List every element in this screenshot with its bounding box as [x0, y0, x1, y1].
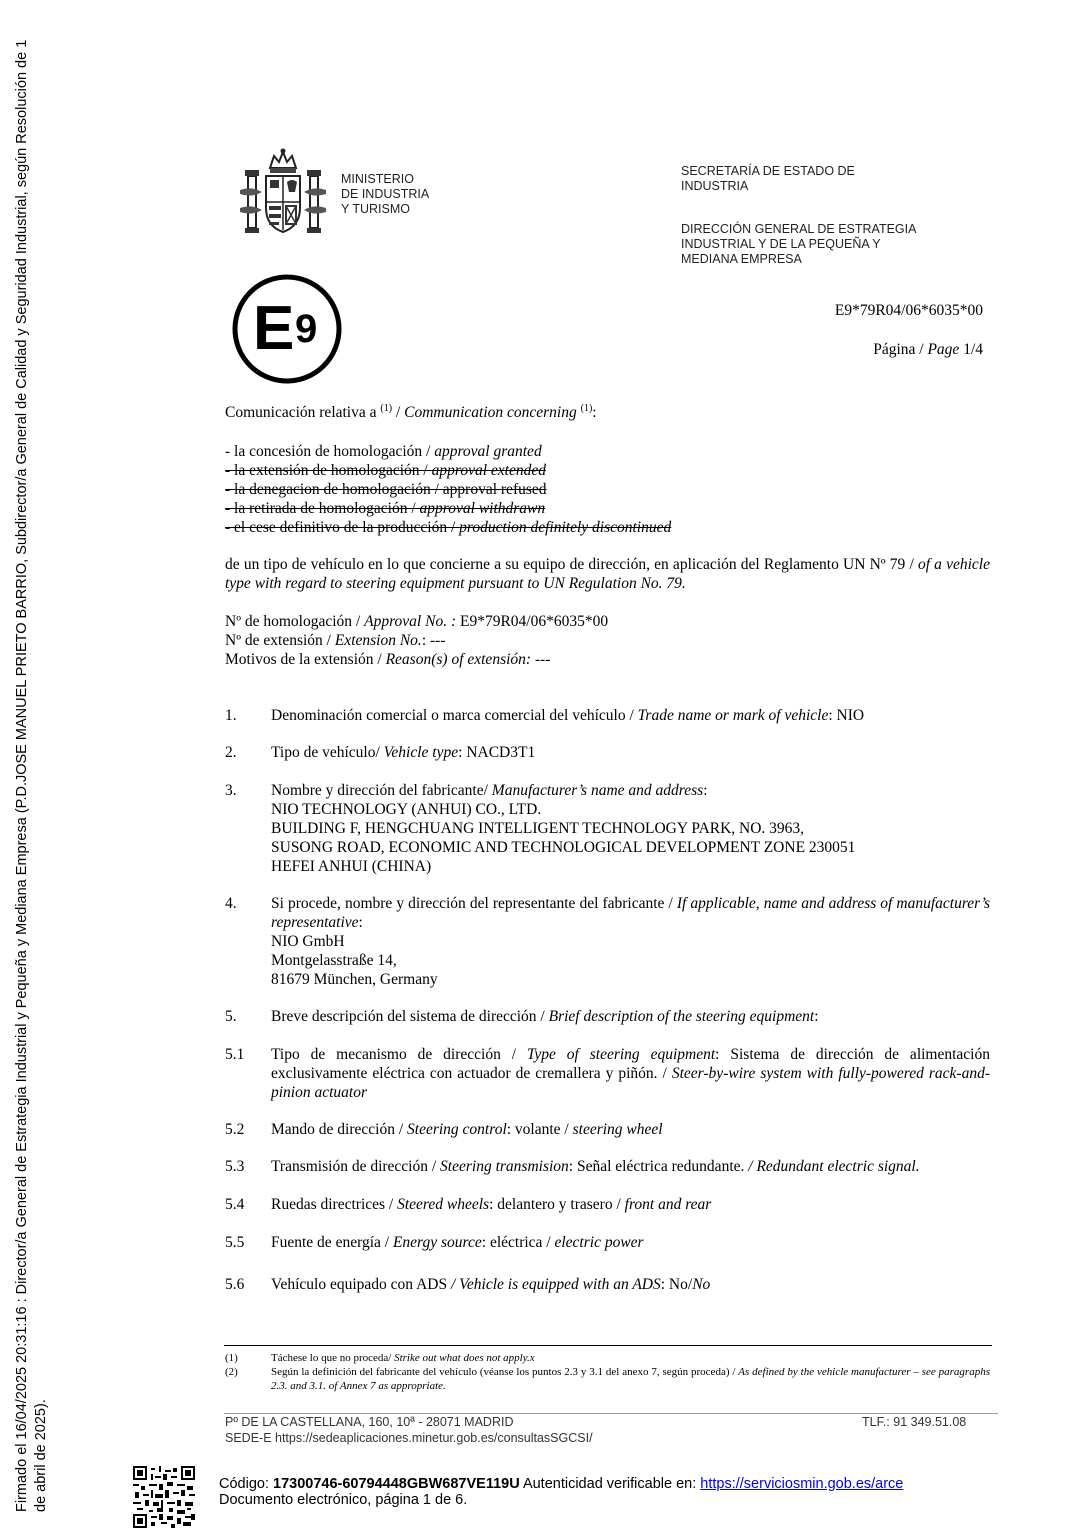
- signature-line-1: Firmado el 16/04/2025 20:31:16 : Director/a General de Estrategia Industrial y Pequeña y Mediana Empresa (P.D.JOSE MANUEL PRIETO BARRIO, Subdirector/a General de Calidad y Seguridad Industrial, según Resolución de 1: [14, 39, 30, 1512]
- item-value: :: [358, 914, 363, 931]
- item-en: Trade name or mark of vehicle: [637, 707, 829, 724]
- item-en: Steering transmision: [440, 1158, 569, 1175]
- representative-street: Montgelasstraße 14,: [271, 952, 397, 969]
- approval-block: [225, 612, 608, 669]
- subject-es: de un tipo de vehículo en lo que concierne a su equipo de dirección, en aplicación del Reglamento UN Nº 79 /: [225, 556, 918, 573]
- item-number: 2.: [225, 744, 237, 761]
- item-en: Manufacturer’s name and address: [491, 782, 704, 799]
- option-en: production definitely discontinued: [459, 519, 672, 536]
- item-number: 4.: [225, 895, 237, 912]
- coat-of-arms-icon: [234, 146, 332, 238]
- approval-number: [225, 612, 608, 631]
- item-text: [271, 1233, 990, 1252]
- footer-address: Pº DE LA CASTELLANA, 160, 10ª - 28071 MADRID: [225, 1415, 514, 1429]
- signature-margin: [0, 0, 60, 1530]
- comm-sup-2: (1): [580, 402, 593, 414]
- manufacturer-address-3: HEFEI ANHUI (CHINA): [271, 858, 432, 875]
- item-text: [271, 706, 990, 725]
- item-es: Transmisión de dirección /: [271, 1158, 441, 1175]
- comm-en: Communication concerning: [404, 404, 581, 421]
- footnote-en: Strike out what does not apply.x: [394, 1352, 535, 1364]
- extension-reason: [225, 650, 608, 669]
- e9-approval-mark: [231, 273, 343, 385]
- direccion-line-3: MEDIANA EMPRESA: [681, 252, 802, 266]
- representative-city: 81679 München, Germany: [271, 971, 438, 988]
- item-es: Tipo de vehículo/: [271, 744, 384, 761]
- page-number: 1/4: [959, 341, 983, 358]
- item-value: : eléctrica /: [481, 1234, 555, 1251]
- ext-val: : ---: [421, 632, 446, 649]
- item-number: 3.: [225, 782, 237, 799]
- option-es: - la denegacion de homologación /: [225, 481, 443, 498]
- reason-es: Motivos de la extensión /: [225, 651, 386, 668]
- page-label-en: Page: [927, 341, 960, 358]
- item-text: [271, 1195, 990, 1214]
- item-number: 5.1: [225, 1046, 245, 1063]
- ministry-line-1: MINISTERIO: [341, 172, 414, 186]
- item-text: [271, 1157, 990, 1176]
- approval-no-en: Approval No. :: [364, 613, 457, 630]
- electronic-document-note: Documento electrónico, página 1 de 6.: [219, 1492, 468, 1508]
- item-number: 5.2: [225, 1121, 245, 1138]
- comm-end: :: [592, 404, 597, 421]
- item-value: : Señal eléctrica redundante.: [568, 1158, 749, 1175]
- verify-text: Autenticidad verificable en:: [519, 1476, 701, 1492]
- item-value: :: [703, 782, 708, 799]
- item-en: Energy source: [392, 1234, 482, 1251]
- item-en: Steering control: [407, 1121, 507, 1138]
- option-es: - la extensión de homologación /: [225, 462, 432, 479]
- option-en: approval granted: [434, 443, 542, 460]
- secretaria-line-2: INDUSTRIA: [681, 179, 749, 193]
- manufacturer-address-1: BUILDING F, HENGCHUANG INTELLIGENT TECHNOLOGY PARK, NO. 3963,: [271, 820, 805, 837]
- comm-sup-1: (1): [380, 402, 393, 414]
- direccion-line-2: INDUSTRIAL Y DE LA PEQUEÑA Y: [681, 237, 881, 251]
- code-label: Código:: [219, 1476, 274, 1492]
- reason-en: Reason(s) of extensión:: [385, 651, 532, 668]
- item-en: Brief description of the steering equipment: [548, 1008, 815, 1025]
- item-es: Mando de dirección /: [271, 1121, 408, 1138]
- footnote-text: [271, 1365, 990, 1393]
- item-number: 5.6: [225, 1276, 245, 1293]
- communication-heading: Comunicación relativa a $^{(1)}$ / Communication concerning $^{(1)}$:: [225, 402, 597, 421]
- qr-code-icon: [133, 1466, 195, 1528]
- page-indicator: [873, 340, 983, 359]
- option-discontinued: [225, 518, 671, 537]
- subject-en: of a vehicle type with regard to steering equipment pursuant to UN Regulation No. 79.: [225, 556, 990, 592]
- item-text: [271, 781, 990, 876]
- page-label-es: Página /: [873, 341, 928, 358]
- item-number: 5.3: [225, 1158, 245, 1175]
- reference-number: E9*79R04/06*6035*00: [834, 302, 983, 319]
- item-en: Type of steering equipment: [526, 1046, 716, 1063]
- verification-line: [219, 1476, 903, 1492]
- manufacturer-name: NIO TECHNOLOGY (ANHUI) CO., LTD.: [271, 801, 542, 818]
- ministry-line-3: Y TURISMO: [341, 202, 410, 216]
- footer-sede: SEDE-E https://sedeaplicaciones.minetur.gob.es/consultasSGCSI/: [225, 1431, 593, 1445]
- footnote-es: Según la definición del fabricante del vehículo (véanse los puntos 2.3 y 3.1 del anexo 7, según proceda) /: [271, 1366, 739, 1378]
- item-number: 5.4: [225, 1196, 245, 1213]
- item-value: :: [814, 1008, 819, 1025]
- ministry-line-2: DE INDUSTRIA: [341, 187, 430, 201]
- option-en: approval extended: [431, 462, 546, 479]
- footnote-en: As defined by the vehicle manufacturer – see paragraphs 2.3. and 3.1. of Annex 7 as appropriate.: [271, 1366, 990, 1392]
- item-number: 1.: [225, 707, 237, 724]
- footnote-text: [271, 1351, 535, 1365]
- item-text: [271, 1120, 990, 1139]
- footer-phone: TLF.: 91 349.51.08: [862, 1415, 967, 1429]
- item-en: / Vehicle is equipped with an ADS: [450, 1276, 661, 1293]
- signature-line-2: de abril de 2025).: [33, 1399, 49, 1512]
- option-es: - la retirada de homologación /: [225, 500, 420, 517]
- emblem-number: 9: [295, 307, 318, 351]
- approval-no-val: E9*79R04/06*6035*00: [456, 613, 609, 630]
- secretaria-name: [681, 164, 855, 194]
- item-es: Fuente de energía /: [271, 1234, 393, 1251]
- item-value-en: steering wheel: [572, 1121, 663, 1138]
- item-en: Steered wheels: [397, 1196, 490, 1213]
- item-text: [271, 1007, 990, 1026]
- item-es: Tipo de mecanismo de dirección /: [271, 1046, 527, 1063]
- item-value: : NACD3T1: [458, 744, 536, 761]
- item-es: Nombre y dirección del fabricante/: [271, 782, 492, 799]
- option-granted: [225, 442, 671, 461]
- option-es: - el cese definitivo de la producción /: [225, 519, 460, 536]
- footnote-number: (2): [225, 1366, 238, 1378]
- manufacturer-address-2: SUSONG ROAD, ECONOMIC AND TECHNOLOGICAL DEVELOPMENT ZONE 230051: [271, 839, 856, 856]
- option-es: - la concesión de homologación /: [225, 443, 435, 460]
- item-value-en: No: [692, 1276, 711, 1293]
- ext-es: Nº de extensión /: [225, 632, 335, 649]
- option-refused: [225, 480, 671, 499]
- option-extended: [225, 461, 671, 480]
- item-es: Denominación comercial o marca comercial del vehículo /: [271, 707, 638, 724]
- verification-link[interactable]: https://serviciosmin.gob.es/arce: [700, 1476, 904, 1492]
- item-number: 5.: [225, 1008, 237, 1025]
- item-value-en: / Redundant electric signal.: [748, 1158, 920, 1175]
- item-number: 5.5: [225, 1234, 245, 1251]
- item-es: Ruedas directrices /: [271, 1196, 398, 1213]
- item-value: : delantero y trasero /: [489, 1196, 625, 1213]
- secretaria-line-1: SECRETARÍA DE ESTADO DE: [681, 164, 855, 178]
- verification-code: 17300746-60794448GBW687VE119U: [273, 1476, 520, 1492]
- ext-en: Extension No.: [334, 632, 422, 649]
- item-value: : NIO: [828, 707, 865, 724]
- option-withdrawn: [225, 499, 671, 518]
- option-en: approval withdrawn: [419, 500, 546, 517]
- item-en: If applicable, name and address of manufacturer’s representative: [271, 895, 990, 931]
- emblem-letter: E: [253, 294, 295, 363]
- representative-name: NIO GmbH: [271, 933, 345, 950]
- item-value: : No/: [660, 1276, 693, 1293]
- options-list: [225, 442, 671, 537]
- item-text: [271, 894, 990, 989]
- item-es: Si procede, nombre y dirección del representante del fabricante /: [271, 895, 677, 912]
- item-es: Vehículo equipado con ADS: [271, 1276, 451, 1293]
- item-value: : Sistema de dirección de alimentación exclusivamente eléctrica con actuador de cremallera y piñón. /: [271, 1046, 990, 1082]
- direccion-line-1: DIRECCIÓN GENERAL DE ESTRATEGIA: [681, 222, 917, 236]
- item-value: : volante /: [506, 1121, 573, 1138]
- ministry-name: [341, 172, 429, 217]
- footnote-divider: [224, 1345, 992, 1346]
- item-es: Breve descripción del sistema de dirección /: [271, 1008, 549, 1025]
- footnote-es: Táchese lo que no proceda/: [271, 1352, 395, 1364]
- item-heading: [271, 894, 990, 932]
- item-en: Vehicle type: [383, 744, 459, 761]
- reason-val: ---: [531, 651, 551, 668]
- item-text: [271, 1275, 990, 1294]
- item-value-en: electric power: [554, 1234, 644, 1251]
- item-text: [271, 743, 990, 762]
- item-value-en: Steer-by-wire system with fully-powered rack-and-pinion actuator: [271, 1065, 990, 1101]
- direccion-name: [681, 222, 916, 267]
- approval-no-es: Nº de homologación /: [225, 613, 365, 630]
- item-value-en: front and rear: [624, 1196, 712, 1213]
- item-heading: [271, 781, 990, 800]
- subject-paragraph: [225, 555, 990, 593]
- item-text: [271, 1045, 990, 1102]
- footnote-number: (1): [225, 1352, 238, 1364]
- extension-number: [225, 631, 608, 650]
- comm-es: Comunicación relativa a: [225, 404, 381, 421]
- option-en: approval refused: [442, 481, 547, 498]
